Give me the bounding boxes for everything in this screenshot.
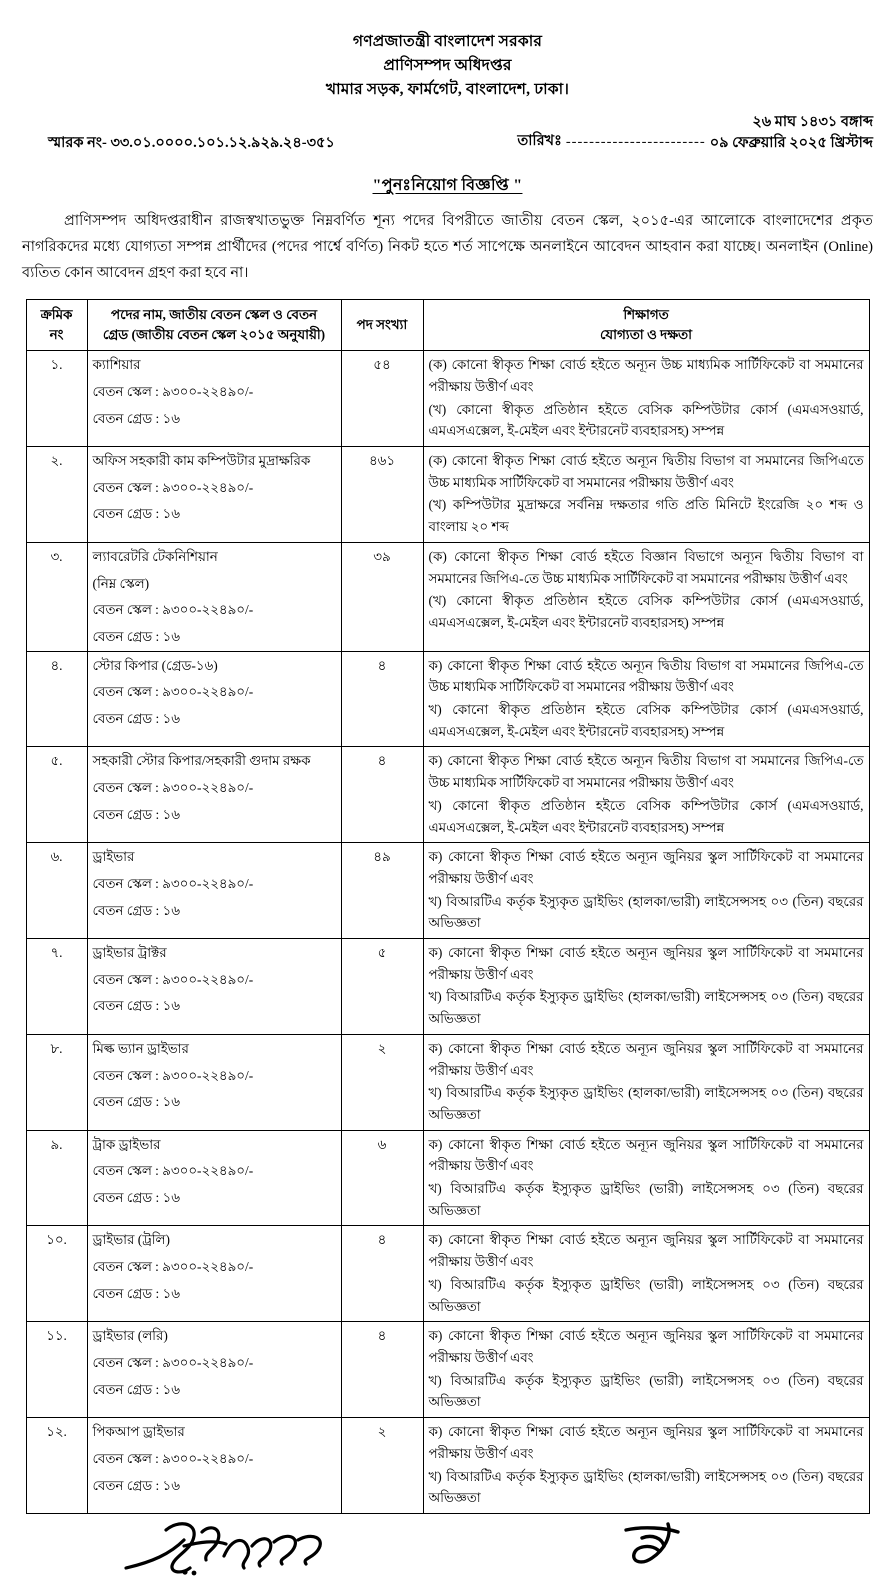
education-requirement-line: ক) কোনো স্বীকৃত শিক্ষা বোর্ড হইতে অন্যূন জুনিয়র স্কুল সার্টিফিকেট বা সমমানের পরীক্ষায় উত্তীর্ণ এবং: [428, 1328, 864, 1365]
cell-vacancy-count: ৪: [341, 1322, 423, 1418]
pay-grade: বেতন গ্রেড : ১৬: [92, 410, 180, 426]
date-dotted-leader: ------------------------: [565, 133, 706, 150]
cell-post-details: [87, 446, 341, 542]
table-row: [26, 747, 869, 843]
column-header-count: [341, 299, 423, 350]
memo-date-row: [0, 112, 895, 168]
cell-vacancy-count: ৪: [341, 1226, 423, 1322]
cell-serial: ৬.: [26, 843, 87, 939]
pay-grade: বেতন গ্রেড : ১৬: [92, 1477, 180, 1493]
column-header-serial-line1: ক্রমিক: [40, 306, 73, 322]
column-header-education: [423, 299, 869, 350]
cell-serial: ১০.: [26, 1226, 87, 1322]
education-requirement-line: খ) বিআরটিএ কর্তৃক ইস্যুকৃত ড্রাইভিং (ভারী) লাইসেন্সসহ ০৩ (তিন) বছরের অভিজ্ঞতা: [428, 1372, 864, 1410]
handwritten-signature-icon: [122, 1516, 332, 1578]
table-header: [26, 299, 869, 350]
cell-post-details: [87, 1034, 341, 1130]
post-name: ট্রাক ড্রাইভার: [92, 1136, 161, 1152]
pay-grade: বেতন গ্রেড : ১৬: [92, 506, 180, 522]
letterhead: [0, 0, 895, 102]
education-requirement-line: ক) কোনো স্বীকৃত শিক্ষা বোর্ড হইতে অন্যূন জুনিয়র স্কুল সার্টিফিকেট বা সমমানের পরীক্ষায় উত্তীর্ণ এবং: [428, 849, 864, 886]
notice-title: [0, 172, 895, 199]
pay-scale: বেতন স্কেল : ৯৩০০-২২৪৯০/-: [92, 1450, 254, 1466]
pay-grade: বেতন গ্রেড : ১৬: [92, 1381, 180, 1397]
pay-grade: বেতন গ্রেড : ১৬: [92, 806, 180, 822]
table-row: [26, 651, 869, 747]
pay-grade: বেতন গ্রেড : ১৬: [92, 902, 180, 918]
cell-education-qualification: [423, 651, 869, 747]
table-row: [26, 939, 869, 1035]
cell-education-qualification: [423, 843, 869, 939]
column-header-serial-line2: নং: [49, 327, 64, 343]
table-row: [26, 1130, 869, 1226]
table-row: [26, 542, 869, 651]
cell-post-details: [87, 843, 341, 939]
education-requirement-line: খ) বিআরটিএ কর্তৃক ইস্যুকৃত ড্রাইভিং (হালকা/ভারী) লাইসেন্সসহ ০৩ (তিন) বছরের অভিজ্ঞতা: [428, 1085, 864, 1122]
education-requirement-line: খ) কোনো স্বীকৃত প্রতিষ্ঠান হইতে বেসিক কম্পিউটার কোর্স (এমএসওয়ার্ড, এমএসএক্সেল, ই-মেইল এবং ইন্টারনেট ব্যবহারসহ) সম্পন্ন: [428, 702, 864, 739]
education-requirement-line: ক) কোনো স্বীকৃত শিক্ষা বোর্ড হইতে অন্যূন জুনিয়র স্কুল সার্টিফিকেট বা সমমানের পরীক্ষায় উত্তীর্ণ এবং: [428, 1232, 864, 1270]
cell-vacancy-count: ২: [341, 1034, 423, 1130]
post-name: অফিস সহকারী কাম কম্পিউটার মুদ্রাক্ষরিক: [92, 452, 311, 468]
education-requirement-line: খ) বিআরটিএ কর্তৃক ইস্যুকৃত ড্রাইভিং (ভারী) লাইসেন্সসহ ০৩ (তিন) বছরের অভিজ্ঞতা: [428, 1181, 864, 1218]
column-header-count-line1: পদ সংখ্যা: [356, 317, 408, 332]
education-requirement-line: (খ) কোনো স্বীকৃত প্রতিষ্ঠান হইতে বেসিক কম্পিউটার কোর্স (এমএসওয়ার্ড, এমএসএক্সেল, ই-মেইল এবং ইন্টারনেট ব্যবহারসহ) সম্পন্ন: [428, 401, 864, 439]
pay-scale: বেতন স্কেল : ৯৩০০-২২৪৯০/-: [92, 1355, 254, 1370]
table-row: [26, 446, 869, 542]
cell-vacancy-count: ৫৪: [341, 351, 423, 447]
intro-paragraph: প্রাণিসম্পদ অধিদপ্তরাধীন রাজস্বখাতভুক্ত নিম্নবর্ণিত শূন্য পদের বিপরীতে জাতীয় বেতন স্কেল, ২০১৫-এর আলোকে বাংলাদেশের প্রকৃত নাগরিকদের মধ্যে যোগ্যতা সম্পন্ন প্রার্থীদের (পদের পার্শ্বে বর্ণিত) নিকট হতে শর্ত সাপেক্ষে অনলাইনে আবেদন আহবান করা যাচ্ছে। অনলাইন (Online) ব্যতিত কোন আবেদন গ্রহণ করা হবে না।: [22, 213, 873, 281]
date-values: [710, 112, 873, 154]
education-requirement-line: খ) বিআরটিএ কর্তৃক ইস্যুকৃত ড্রাইভিং (হালকা/ভারী) লাইসেন্সসহ ০৩ (তিন) বছরের অভিজ্ঞতা: [428, 893, 864, 931]
table-row: [26, 351, 869, 447]
date-block: [517, 112, 873, 154]
column-header-education-line1: শিক্ষাগত: [623, 306, 669, 322]
cell-serial: ৭.: [26, 939, 87, 1035]
education-requirement-line: ক) কোনো স্বীকৃত শিক্ষা বোর্ড হইতে অন্যূন দ্বিতীয় বিভাগ বা সমমানের জিপিএ-তে উচ্চ মাধ্যমিক সার্টিফিকেট বা সমমানের পরীক্ষায় উত্তীর্ণ এবং: [428, 753, 864, 791]
table-row: [26, 843, 869, 939]
cell-serial: ১২.: [26, 1418, 87, 1514]
cell-vacancy-count: ২: [341, 1418, 423, 1514]
cell-vacancy-count: ৪: [341, 651, 423, 747]
cell-serial: ৫.: [26, 747, 87, 843]
cell-vacancy-count: ৪৯: [341, 843, 423, 939]
pay-scale: বেতন স্কেল : ৯৩০০-২২৪৯০/-: [92, 875, 254, 891]
cell-vacancy-count: ৩৯: [341, 542, 423, 651]
education-requirement-line: খ) কোনো স্বীকৃত প্রতিষ্ঠান হইতে বেসিক কম্পিউটার কোর্স (এমএসওয়ার্ড, এমএসএক্সেল, ই-মেইল এবং ইন্টারনেট ব্যবহারসহ) সম্পন্ন: [428, 797, 864, 835]
cell-education-qualification: [423, 1130, 869, 1226]
column-header-post-line1: পদের নাম, জাতীয় বেতন স্কেল ও বেতন: [110, 306, 317, 322]
pay-scale: বেতন স্কেল : ৯৩০০-২২৪৯০/-: [92, 1067, 254, 1083]
cell-education-qualification: [423, 542, 869, 651]
cell-vacancy-count: ৬: [341, 1130, 423, 1226]
cell-vacancy-count: ৫: [341, 939, 423, 1035]
cell-serial: ৪.: [26, 651, 87, 747]
post-name: মিল্ক ভ্যান ড্রাইভার: [92, 1040, 189, 1056]
column-header-serial: [26, 299, 87, 350]
pay-scale: বেতন স্কেল : ৯৩০০-২২৪৯০/-: [92, 602, 254, 618]
cell-education-qualification: [423, 939, 869, 1035]
cell-serial: ৮.: [26, 1034, 87, 1130]
column-header-education-line2: যোগ্যতা ও দক্ষতা: [600, 327, 692, 343]
post-name: ড্রাইভার (ট্রলি): [92, 1232, 170, 1248]
table-row: [26, 1034, 869, 1130]
education-requirement-line: ক) কোনো স্বীকৃত শিক্ষা বোর্ড হইতে অন্যূন জুনিয়র স্কুল সার্টিফিকেট বা সমমানের পরীক্ষায় উত্তীর্ণ এবং: [428, 1424, 864, 1461]
column-header-post-line2: গ্রেড (জাতীয় বেতন স্কেল ২০১৫ অনুযায়ী): [102, 327, 326, 343]
cell-post-details: [87, 351, 341, 447]
post-name: পিকআপ ড্রাইভার: [92, 1424, 185, 1440]
pay-grade: বেতন গ্রেড : ১৬: [92, 628, 180, 644]
pay-grade: বেতন গ্রেড : ১৬: [92, 1094, 180, 1110]
vacancy-table: [26, 299, 870, 1514]
cell-post-details: [87, 1226, 341, 1322]
pay-scale: বেতন স্কেল : ৯৩০০-২২৪৯০/-: [92, 1259, 254, 1275]
education-requirement-line: (ক) কোনো স্বীকৃত শিক্ষা বোর্ড হইতে অন্যূন উচ্চ মাধ্যমিক সার্টিফিকেট বা সমমানের পরীক্ষায় উত্তীর্ণ এবং: [428, 357, 864, 394]
post-name: সহকারী স্টোর কিপার/সহকারী গুদাম রক্ষক: [92, 753, 311, 769]
cell-post-details: [87, 1130, 341, 1226]
cell-vacancy-count: ৪৬১: [341, 446, 423, 542]
cell-education-qualification: [423, 1034, 869, 1130]
cell-education-qualification: [423, 351, 869, 447]
cell-education-qualification: [423, 1322, 869, 1418]
cell-serial: ১.: [26, 351, 87, 447]
education-requirement-line: খ) বিআরটিএ কর্তৃক ইস্যুকৃত ড্রাইভিং (ভারী) লাইসেন্সসহ ০৩ (তিন) বছরের অভিজ্ঞতা: [428, 1276, 864, 1314]
pay-scale: বেতন স্কেল : ৯৩০০-২২৪৯০/-: [92, 971, 254, 987]
pay-grade: বেতন গ্রেড : ১৬: [92, 998, 180, 1014]
cell-education-qualification: [423, 1418, 869, 1514]
date-english: ০৯ ফেব্রুয়ারি ২০২৫ খ্রিস্টাব্দ: [709, 135, 873, 152]
education-requirement-line: খ) বিআরটিএ কর্তৃক ইস্যুকৃত ড্রাইভিং (হালকা/ভারী) লাইসেন্সসহ ০৩ (তিন) বছরের অভিজ্ঞতা: [428, 989, 864, 1027]
handwritten-initial-icon: [618, 1520, 688, 1572]
pay-scale: বেতন স্কেল : ৯৩০০-২২৪৯০/-: [92, 1163, 254, 1179]
table-header-row: [26, 299, 869, 350]
post-name: ড্রাইভার: [92, 849, 135, 865]
cell-post-details: [87, 939, 341, 1035]
pay-scale: বেতন স্কেল : ৯৩০০-২২৪৯০/-: [92, 479, 254, 495]
education-requirement-line: ক) কোনো স্বীকৃত শিক্ষা বোর্ড হইতে অন্যূন দ্বিতীয় বিভাগ বা সমমানের জিপিএ-তে উচ্চ মাধ্যমিক সার্টিফিকেট বা সমমানের পরীক্ষায় উত্তীর্ণ এবং: [428, 657, 864, 695]
education-requirement-line: ক) কোনো স্বীকৃত শিক্ষা বোর্ড হইতে অন্যূন জুনিয়র স্কুল সার্টিফিকেট বা সমমানের পরীক্ষায় উত্তীর্ণ এবং: [428, 1040, 864, 1078]
post-subtitle: (নিম্ন স্কেল): [92, 575, 150, 591]
post-name: স্টোর কিপার (গ্রেড-১৬): [92, 657, 218, 673]
post-name: ল্যাবরেটরি টেকনিশিয়ান: [92, 548, 218, 564]
cell-education-qualification: [423, 747, 869, 843]
cell-serial: ২.: [26, 446, 87, 542]
cell-post-details: [87, 1322, 341, 1418]
notice-title-text: "পুনঃনিয়োগ বিজ্ঞপ্তি ": [372, 177, 523, 195]
education-requirement-line: ক) কোনো স্বীকৃত শিক্ষা বোর্ড হইতে অন্যূন জুনিয়র স্কুল সার্টিফিকেট বা সমমানের পরীক্ষায় উত্তীর্ণ এবং: [428, 1136, 864, 1174]
cell-education-qualification: [423, 1226, 869, 1322]
cell-serial: ১১.: [26, 1322, 87, 1418]
cell-serial: ৩.: [26, 542, 87, 651]
education-requirement-line: খ) বিআরটিএ কর্তৃক ইস্যুকৃত ড্রাইভিং (হালকা/ভারী) লাইসেন্সসহ ০৩ (তিন) বছরের অভিজ্ঞতা: [428, 1468, 864, 1506]
cell-post-details: [87, 542, 341, 651]
cell-serial: ৯.: [26, 1130, 87, 1226]
column-header-post: [87, 299, 341, 350]
pay-grade: বেতন গ্রেড : ১৬: [92, 1190, 180, 1206]
cell-post-details: [87, 1418, 341, 1514]
cell-post-details: [87, 747, 341, 843]
date-label: তারিখঃ: [517, 133, 562, 150]
pay-scale: বেতন স্কেল : ৯৩০০-২২৪৯০/-: [92, 684, 254, 700]
department-address: খামার সড়ক, ফার্মগেট, বাংলাদেশ, ঢাকা।: [325, 81, 570, 99]
education-requirement-line: ক) কোনো স্বীকৃত শিক্ষা বোর্ড হইতে অন্যূন জুনিয়র স্কুল সার্টিফিকেট বা সমমানের পরীক্ষায় উত্তীর্ণ এবং: [428, 945, 864, 982]
pay-scale: বেতন স্কেল : ৯৩০০-২২৪৯০/-: [92, 780, 254, 796]
government-name: গণপ্রজাতন্ত্রী বাংলাদেশ সরকার: [352, 33, 543, 50]
pay-scale: বেতন স্কেল : ৯৩০০-২২৪৯০/-: [92, 383, 254, 399]
table-row: [26, 1418, 869, 1514]
table-row: [26, 1226, 869, 1322]
cell-post-details: [87, 651, 341, 747]
education-requirement-line: (খ) কোনো স্বীকৃত প্রতিষ্ঠান হইতে বেসিক কম্পিউটার কোর্স (এমএসওয়ার্ড, এমএসএক্সেল, ই-মেইল এবং ইন্টারনেট ব্যবহারসহ) সম্পন্ন: [428, 593, 864, 630]
department-name: প্রাণিসম্পদ অধিদপ্তর: [383, 57, 512, 75]
signature-area: [26, 1514, 869, 1578]
table-body: [26, 351, 869, 1514]
education-requirement-line: (ক) কোনো স্বীকৃত শিক্ষা বোর্ড হইতে অন্যূন দ্বিতীয় বিভাগ বা সমমানের জিপিএতে উচ্চ মাধ্যমিক সার্টিফিকেট বা সমমানের পরীক্ষায় উত্তীর্ণ এবং: [428, 452, 864, 490]
pay-grade: বেতন গ্রেড : ১৬: [92, 1285, 180, 1301]
date-bangla: ২৬ মাঘ ১৪৩১ বঙ্গাব্দ: [752, 114, 873, 131]
cell-education-qualification: [423, 446, 869, 542]
education-requirement-line: (খ) কম্পিউটার মুদ্রাক্ষরে সর্বনিম্ন দক্ষতার গতি প্রতি মিনিটে ইংরেজি ২০ শব্দ ও বাংলায় ২০ শব্দ: [428, 497, 864, 535]
post-name: ড্রাইভার (লরি): [92, 1328, 168, 1344]
post-name: ড্রাইভার ট্রাক্টর: [92, 945, 167, 961]
education-requirement-line: (ক) কোনো স্বীকৃত শিক্ষা বোর্ড হইতে বিজ্ঞান বিভাগে অন্যূন দ্বিতীয় বিভাগ বা সমমানের জিপিএ-তে উচ্চ মাধ্যমিক সার্টিফিকেট বা সমমানের পরীক্ষায় উত্তীর্ণ এবং: [428, 548, 864, 586]
cell-vacancy-count: ৪: [341, 747, 423, 843]
pay-grade: বেতন গ্রেড : ১৬: [92, 711, 180, 727]
post-name: ক্যাশিয়ার: [92, 357, 141, 373]
memo-number: স্মারক নং- ৩৩.০১.০০০০.১০১.১২.৯২৯.২৪-৩৫১: [48, 135, 335, 152]
table-row: [26, 1322, 869, 1418]
